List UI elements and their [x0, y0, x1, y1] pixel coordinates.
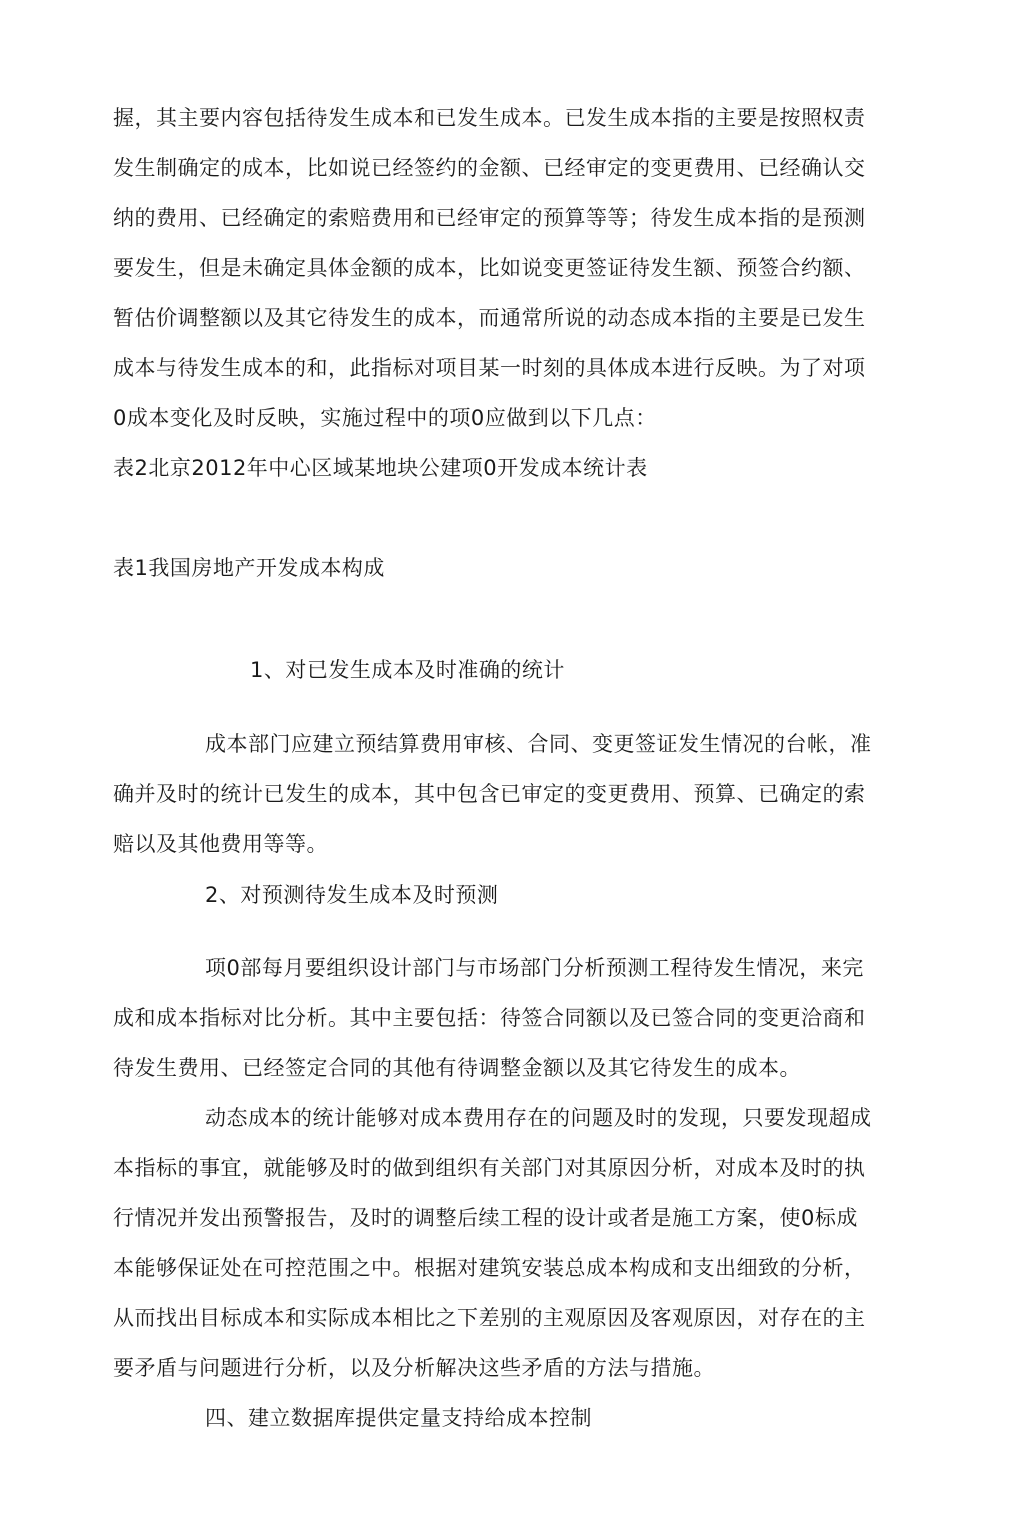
paragraph-1-line-5: 暂估价调整额以及其它待发生的成本，而通常所说的动态成本指的主要是已发生: [113, 306, 866, 330]
paragraph-1-line-6: 成本与待发生成本的和，此指标对项目某一时刻的具体成本进行反映。为了对项: [113, 356, 866, 380]
paragraph-4-line-1: 动态成本的统计能够对成本费用存在的问题及时的发现，只要发现超成: [205, 1106, 872, 1130]
paragraph-4-line-3: 行情况并发出预警报告，及时的调整后续工程的设计或者是施工方案，使0标成: [113, 1206, 858, 1230]
paragraph-2-line-1: 成本部门应建立预结算费用审核、合同、变更签证发生情况的台帐，准: [205, 732, 872, 756]
table-2-caption: 表2北京2012年中心区域某地块公建项0开发成本统计表: [113, 456, 648, 480]
paragraph-2-line-3: 赔以及其他费用等等。: [113, 832, 328, 856]
paragraph-1-line-4: 要发生，但是未确定具体金额的成本，比如说变更签证待发生额、预签合约额、: [113, 256, 866, 280]
paragraph-3-line-2: 成和成本指标对比分析。其中主要包括：待签合同额以及已签合同的变更洽商和: [113, 1006, 866, 1030]
section-1-title: 1、对已发生成本及时准确的统计: [250, 658, 565, 682]
section-4-title: 四、建立数据库提供定量支持给成本控制: [205, 1406, 592, 1430]
paragraph-1-line-1: 握，其主要内容包括待发生成本和已发生成本。已发生成本指的主要是按照权责: [113, 106, 866, 130]
paragraph-4-line-2: 本指标的事宜，就能够及时的做到组织有关部门对其原因分析，对成本及时的执: [113, 1156, 866, 1180]
paragraph-4-line-5: 从而找出目标成本和实际成本相比之下差别的主观原因及客观原因，对存在的主: [113, 1306, 866, 1330]
paragraph-3-line-3: 待发生费用、已经签定合同的其他有待调整金额以及其它待发生的成本。: [113, 1056, 801, 1080]
paragraph-1-line-2: 发生制确定的成本，比如说已经签约的金额、已经审定的变更费用、已经确认交: [113, 156, 866, 180]
paragraph-4-line-6: 要矛盾与问题进行分析，以及分析解决这些矛盾的方法与措施。: [113, 1356, 715, 1380]
table-1-caption: 表1我国房地产开发成本构成: [113, 556, 385, 580]
paragraph-2-line-2: 确并及时的统计已发生的成本，其中包含已审定的变更费用、预算、已确定的索: [113, 782, 866, 806]
paragraph-4-line-4: 本能够保证处在可控范围之中。根据对建筑安装总成本构成和支出细致的分析，: [113, 1256, 866, 1280]
paragraph-1-line-7: 0成本变化及时反映，实施过程中的项0应做到以下几点：: [113, 406, 657, 430]
paragraph-3-line-1: 项0部每月要组织设计部门与市场部门分析预测工程待发生情况，来完: [205, 956, 864, 980]
section-2-title: 2、对预测待发生成本及时预测: [205, 883, 499, 907]
paragraph-1-line-3: 纳的费用、已经确定的索赔费用和已经审定的预算等等；待发生成本指的是预测: [113, 206, 866, 230]
